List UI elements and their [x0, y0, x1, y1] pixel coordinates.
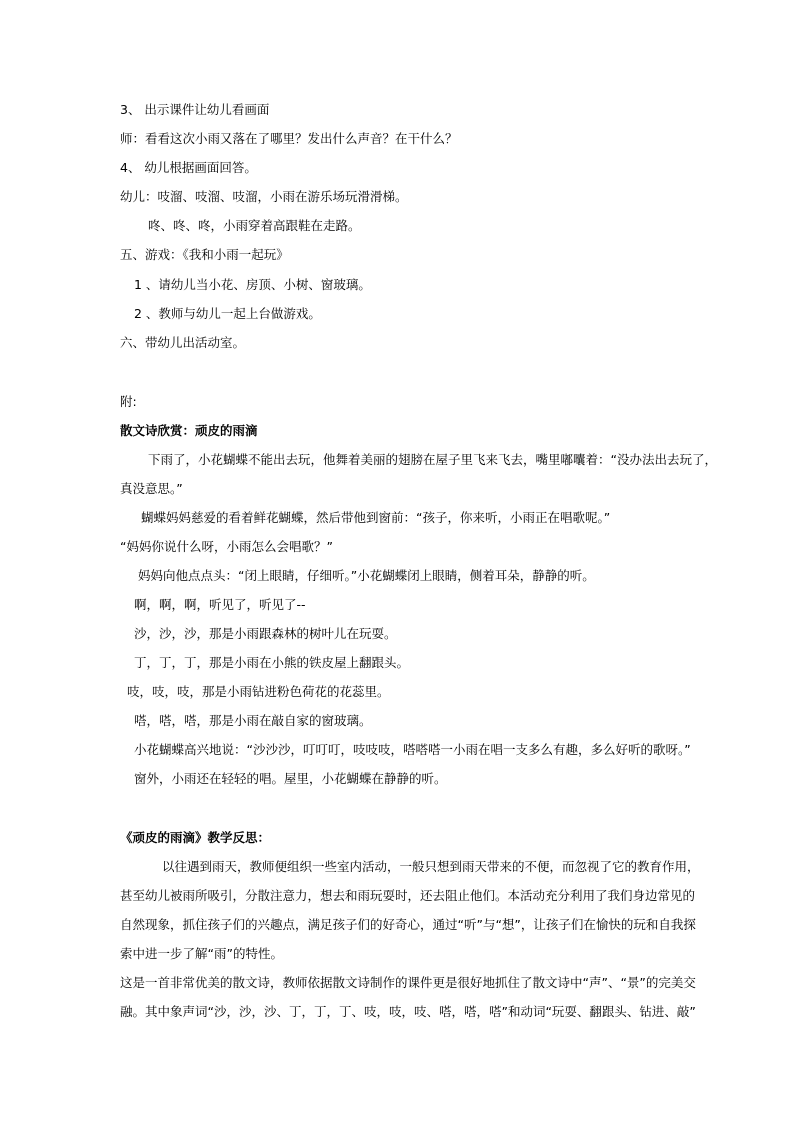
poem-line: “妈妈你说什么呀，小雨怎么会唱歌？” [120, 539, 333, 554]
poem-line: 小花蝴蝶高兴地说：“沙沙沙，叮叮叮，吱吱吱，嗒嗒嗒一小雨在唱一支多么有趣，多么好听的歌呀。” [134, 742, 691, 757]
poem-line: 妈妈向他点点头：“闭上眼睛，仔细听。”小花蝴蝶闭上眼睛，侧着耳朵，静静的听。 [138, 568, 595, 583]
step-3-show-courseware: 3、 出示课件让幼儿看画面 [120, 102, 270, 117]
children-answer-2: 咚、咚、咚，小雨穿着高跟鞋在走路。 [148, 218, 361, 233]
teacher-question: 师：看看这次小雨又落在了哪里？发出什么声音？在干什么？ [120, 131, 458, 146]
poem-line: 丁，丁，丁，那是小雨在小熊的铁皮屋上翻跟头。 [134, 655, 410, 670]
section-6-leave: 六、带幼儿出活动室。 [120, 335, 246, 350]
poem-line: 啊，啊，啊，听见了，听见了-- [134, 597, 306, 612]
poem-line: 蝴蝶妈妈慈爱的看着鲜花蝴蝶，然后带他到窗前：“孩子，你来听，小雨正在唱歌呢。” [141, 510, 611, 525]
poem-line: 下雨了，小花蝴蝶不能出去玩，他舞着美丽的翅膀在屋子里飞来飞去，嘴里嘟囔着：“没办法出去玩了， [148, 452, 717, 467]
section-5-game-title: 五、游戏：《我和小雨一起玩》 [120, 247, 289, 262]
children-answer-1: 幼儿：吱溜、吱溜、吱溜，小雨在游乐场玩滑滑梯。 [120, 189, 408, 204]
poem-line: 窗外，小雨还在轻轻的唱。屋里，小花蝴蝶在静静的听。 [134, 771, 447, 786]
game-step-2: 2 、教师与幼儿一起上台做游戏。 [134, 306, 321, 321]
poem-heading: 散文诗欣赏：顽皮的雨滴 [120, 423, 258, 438]
game-step-1: 1 、请幼儿当小花、房顶、小树、窗玻璃。 [134, 277, 371, 292]
appendix-label: 附: [120, 394, 137, 409]
reflection-line: 甚至幼儿被雨所吸引，分散注意力，想去和雨玩耍时，还去阻止他们。本活动充分利用了我们身边常见的 [120, 888, 696, 903]
reflection-line: 融。其中象声词“沙，沙，沙、丁，丁，丁、吱，吱，吱、嗒，嗒，嗒”和动词“玩耍、翻跟头、钻进、敲” [120, 1004, 696, 1019]
reflection-line: 这是一首非常优美的散文诗，教师依据散文诗制作的课件更是很好地抓住了散文诗中“声”、“景”的完美交 [120, 975, 696, 990]
step-4-children-answer: 4、 幼儿根据画面回答。 [120, 160, 257, 175]
reflection-line: 自然现象，抓住孩子们的兴趣点，满足孩子们的好奇心，通过“听”与“想”，让孩子们在愉快的玩和自我探 [120, 917, 696, 932]
reflection-line: 索中进一步了解“雨”的特性。 [120, 946, 283, 961]
reflection-line: 以往遇到雨天，教师便组织一些室内活动，一般只想到雨天带来的不便，而忽视了它的教育作用， [162, 859, 700, 874]
poem-line: 吱，吱，吱，那是小雨钻进粉色荷花的花蕊里。 [127, 684, 390, 699]
reflection-heading: 《顽皮的雨滴》教学反思： [120, 830, 271, 845]
poem-line: 沙，沙，沙，那是小雨跟森林的树叶儿在玩耍。 [134, 626, 397, 641]
poem-line: 真没意思。” [120, 481, 183, 496]
poem-line: 嗒，嗒，嗒，那是小雨在敲自家的窗玻璃。 [134, 713, 372, 728]
